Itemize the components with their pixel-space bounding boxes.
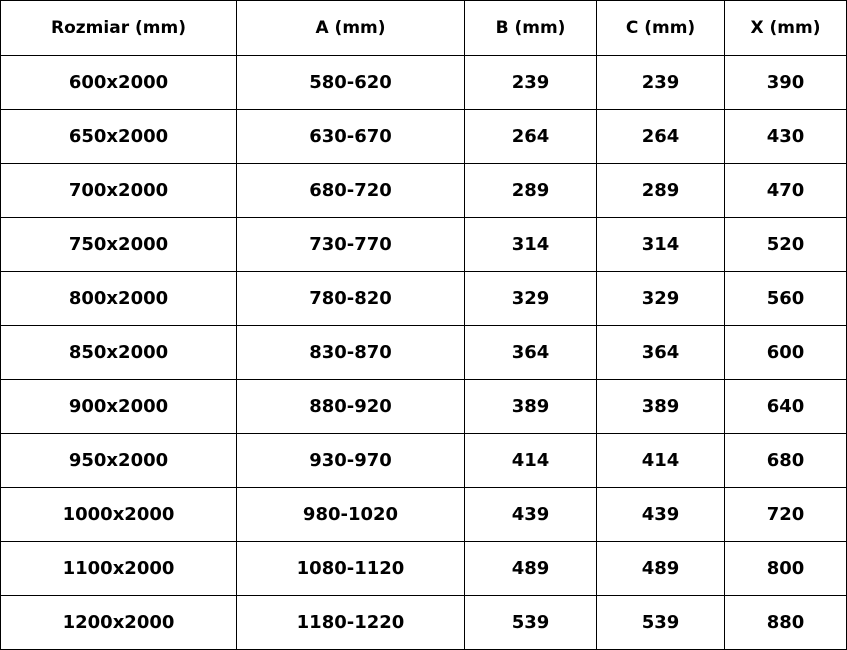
cell-x: 800 [725, 542, 847, 596]
table-header-row [1, 1, 847, 56]
cell-rozmiar: 900x2000 [1, 380, 237, 434]
cell-c: 289 [597, 164, 725, 218]
cell-a: 880-920 [237, 380, 465, 434]
cell-x: 680 [725, 434, 847, 488]
table-row [1, 380, 847, 434]
cell-a: 630-670 [237, 110, 465, 164]
cell-b: 239 [465, 56, 597, 110]
cell-rozmiar: 1200x2000 [1, 596, 237, 650]
cell-a: 580-620 [237, 56, 465, 110]
cell-c: 239 [597, 56, 725, 110]
cell-rozmiar: 850x2000 [1, 326, 237, 380]
cell-b: 264 [465, 110, 597, 164]
cell-a: 930-970 [237, 434, 465, 488]
cell-a: 830-870 [237, 326, 465, 380]
table-row [1, 218, 847, 272]
column-header-c: C (mm) [597, 1, 725, 56]
cell-x: 470 [725, 164, 847, 218]
cell-rozmiar: 800x2000 [1, 272, 237, 326]
cell-a: 1180-1220 [237, 596, 465, 650]
table-row [1, 110, 847, 164]
cell-b: 414 [465, 434, 597, 488]
table-row [1, 164, 847, 218]
cell-x: 520 [725, 218, 847, 272]
cell-b: 539 [465, 596, 597, 650]
column-header-rozmiar: Rozmiar (mm) [1, 1, 237, 56]
column-header-b: B (mm) [465, 1, 597, 56]
cell-rozmiar: 1100x2000 [1, 542, 237, 596]
cell-x: 430 [725, 110, 847, 164]
cell-b: 329 [465, 272, 597, 326]
cell-x: 720 [725, 488, 847, 542]
cell-rozmiar: 600x2000 [1, 56, 237, 110]
cell-a: 680-720 [237, 164, 465, 218]
cell-c: 414 [597, 434, 725, 488]
table-row [1, 542, 847, 596]
cell-c: 329 [597, 272, 725, 326]
cell-rozmiar: 1000x2000 [1, 488, 237, 542]
cell-b: 314 [465, 218, 597, 272]
cell-c: 539 [597, 596, 725, 650]
table-row [1, 272, 847, 326]
cell-b: 489 [465, 542, 597, 596]
cell-x: 640 [725, 380, 847, 434]
cell-rozmiar: 700x2000 [1, 164, 237, 218]
column-header-x: X (mm) [725, 1, 847, 56]
cell-c: 314 [597, 218, 725, 272]
cell-x: 600 [725, 326, 847, 380]
cell-c: 439 [597, 488, 725, 542]
cell-x: 390 [725, 56, 847, 110]
cell-c: 364 [597, 326, 725, 380]
cell-c: 389 [597, 380, 725, 434]
cell-a: 730-770 [237, 218, 465, 272]
table-row [1, 488, 847, 542]
cell-rozmiar: 950x2000 [1, 434, 237, 488]
cell-c: 264 [597, 110, 725, 164]
cell-x: 560 [725, 272, 847, 326]
table-row [1, 434, 847, 488]
table-row [1, 596, 847, 650]
column-header-a: A (mm) [237, 1, 465, 56]
table-row [1, 56, 847, 110]
cell-b: 439 [465, 488, 597, 542]
cell-a: 780-820 [237, 272, 465, 326]
cell-b: 364 [465, 326, 597, 380]
cell-x: 880 [725, 596, 847, 650]
cell-a: 1080-1120 [237, 542, 465, 596]
cell-b: 389 [465, 380, 597, 434]
cell-a: 980-1020 [237, 488, 465, 542]
cell-c: 489 [597, 542, 725, 596]
cell-rozmiar: 650x2000 [1, 110, 237, 164]
cell-rozmiar: 750x2000 [1, 218, 237, 272]
table-row [1, 326, 847, 380]
cell-b: 289 [465, 164, 597, 218]
